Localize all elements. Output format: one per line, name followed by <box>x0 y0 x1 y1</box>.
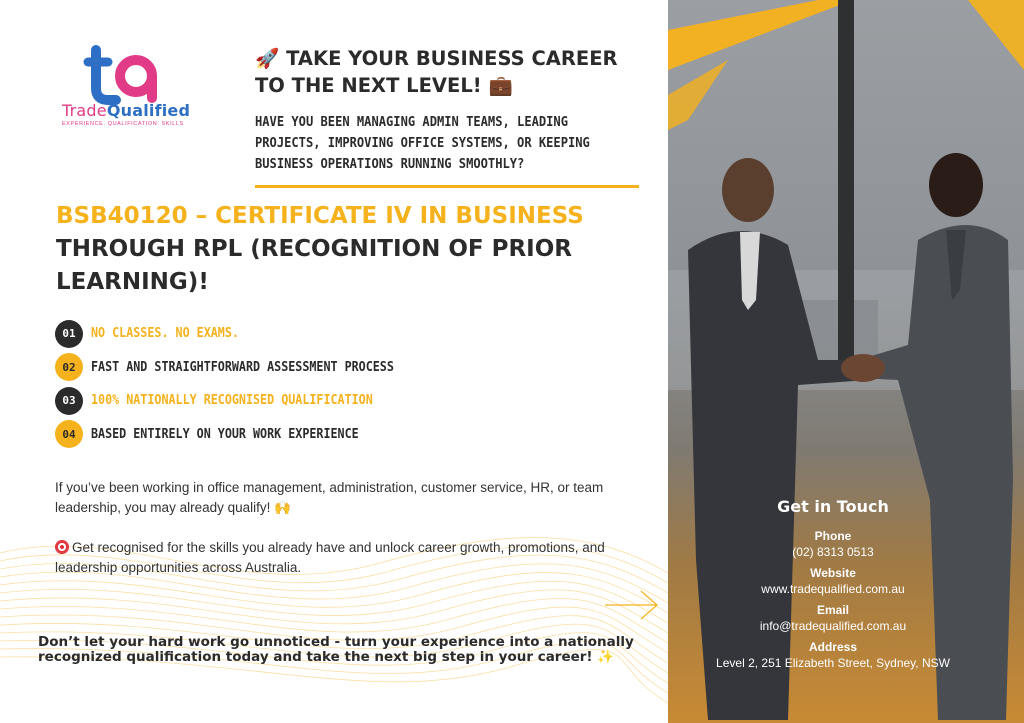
eligibility-paragraph: If you’ve been working in office management, administration, customer service, HR, or team leadership, you may already qualify! 🙌 <box>55 480 604 515</box>
course-code-title: BSB40120 – CERTIFICATE IV IN BUSINESS <box>56 203 584 229</box>
course-title <box>56 200 656 299</box>
benefit-number: 03 <box>55 387 83 415</box>
phone-label: Phone <box>814 529 852 543</box>
website-link[interactable]: www.tradequalified.com.au <box>761 582 905 596</box>
benefit-label: FAST AND STRAIGHTFORWARD ASSESSMENT PROCESS <box>91 359 394 375</box>
photo-panel <box>668 0 1024 723</box>
subheadline: HAVE YOU BEEN MANAGING ADMIN TEAMS, LEADING PROJECTS, IMPROVING OFFICE SYSTEMS, OR KEEPING BUSINESS OPERATIONS RUNNING SMOOTHLY? <box>255 115 590 172</box>
benefit-number: 04 <box>55 420 83 448</box>
benefit-label: 100% NATIONALLY RECOGNISED QUALIFICATION <box>91 393 373 409</box>
briefcase-icon: 💼 <box>488 74 513 97</box>
contact-block <box>668 497 998 671</box>
benefit-item <box>55 384 615 418</box>
benefit-label: NO CLASSES. NO EXAMS. <box>91 326 239 342</box>
benefit-item <box>55 351 615 385</box>
logo-tagline: EXPERIENCE. QUALIFICATION. SKILLS <box>62 121 184 127</box>
address-label: Address <box>808 640 858 654</box>
divider <box>255 185 639 188</box>
target-icon <box>55 540 69 554</box>
call-to-action: Don’t let your hard work go unnoticed - turn your experience into a nationally recognized qualification today and take the next big step in your career! ✨ <box>38 634 634 665</box>
benefit-number: 01 <box>55 320 83 348</box>
logo-wordmark: TradeQualified <box>62 101 191 120</box>
sparkles-icon: ✨ <box>597 649 615 665</box>
benefit-item <box>55 418 615 452</box>
email-label: Email <box>816 603 849 617</box>
website-label: Website <box>810 566 856 580</box>
benefit-item <box>55 317 615 351</box>
benefit-list <box>55 317 615 451</box>
contact-heading: Get in Touch <box>777 497 889 516</box>
benefit-label: BASED ENTIRELY ON YOUR WORK EXPERIENCE <box>91 426 359 442</box>
address-text: Level 2, 251 Elizabeth Street, Sydney, NSW <box>716 656 950 670</box>
arrow-right-icon <box>603 588 661 622</box>
course-title-rpl: THROUGH RPL (RECOGNITION OF PRIOR LEARNING)! <box>56 236 573 295</box>
benefits-paragraph: Get recognised for the skills you already have and unlock career growth, promotions, and leadership opportunities across Australia. <box>55 540 605 575</box>
email-link[interactable]: info@tradequalified.com.au <box>759 619 907 633</box>
headline-text: TAKE YOUR BUSINESS CAREER TO THE NEXT LEVEL! <box>255 47 618 97</box>
headline <box>255 45 645 99</box>
benefit-number: 02 <box>55 353 83 381</box>
rocket-icon: 🚀 <box>255 47 280 70</box>
phone-number[interactable]: (02) 8313 0513 <box>792 545 874 559</box>
